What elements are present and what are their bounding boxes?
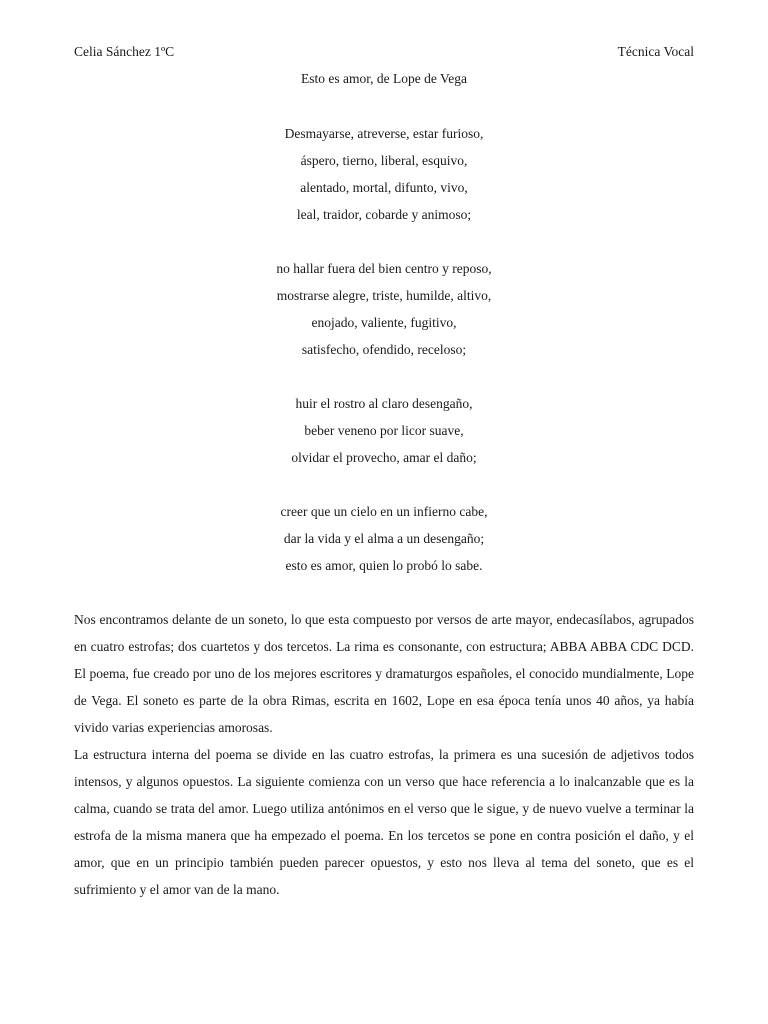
verse: Desmayarse, atreverse, estar furioso, (284, 126, 484, 141)
stanza (0, 498, 768, 579)
subject-header: Técnica Vocal (617, 44, 694, 59)
author-header: Celia Sánchez 1ºC (74, 44, 175, 59)
verse: olvidar el provecho, amar el daño; (291, 450, 477, 465)
verse: creer que un cielo en un infierno cabe, (280, 504, 488, 519)
verse: alentado, mortal, difunto, vivo, (300, 180, 468, 195)
verse: esto es amor, quien lo probó lo sabe. (285, 558, 483, 573)
poem-title: Esto es amor, de Lope de Vega (300, 71, 468, 86)
analysis-text (74, 606, 694, 903)
verse: beber veneno por licor suave, (304, 423, 464, 438)
analysis-paragraph: Nos encontramos delante de un soneto, lo que esta compuesto por versos de arte mayor, endecasílabos, agrupados en cuatro estrofas; dos cuartetos y dos tercetos. La rima es consonante, con estructura; ABBA ABBA CDC DCD. El poema, fue creado por uno de los mejores escritores y dramaturgos españoles, el conocido mundialmente, Lope de Vega. El soneto es parte de la obra Rimas, escrita en 1602, Lope en esa época tenía unos 40 años, ya había vivido varias experiencias amorosas. (74, 612, 694, 735)
stanza (0, 390, 768, 471)
poem (0, 120, 768, 606)
stanza (0, 120, 768, 228)
verse: dar la vida y el alma a un desengaño; (283, 531, 485, 546)
verse: mostrarse alegre, triste, humilde, altivo, (276, 288, 492, 303)
verse: leal, traidor, cobarde y animoso; (296, 207, 472, 222)
analysis-paragraph: La estructura interna del poema se divide en las cuatro estrofas, la primera es una sucesión de adjetivos todos intensos, y algunos opuestos. La siguiente comienza con un verso que hace referencia a lo inalcanzable que es la calma, cuando se trata del amor. Luego utiliza antónimos en el verso que le sigue, y de nuevo vuelve a terminar la estrofa de la misma manera que ha empezado el poema. En los tercetos se pone en contra posición el daño, y el amor, que en un principio también pueden parecer opuestos, y esto nos lleva al tema del soneto, que es el sufrimiento y el amor van de la mano. (74, 747, 694, 897)
verse: enojado, valiente, fugitivo, (311, 315, 457, 330)
verse: huir el rostro al claro desengaño, (295, 396, 473, 411)
verse: no hallar fuera del bien centro y reposo, (276, 261, 492, 276)
verse: satisfecho, ofendido, receloso; (301, 342, 467, 357)
stanza (0, 255, 768, 363)
verse: áspero, tierno, liberal, esquivo, (300, 153, 468, 168)
